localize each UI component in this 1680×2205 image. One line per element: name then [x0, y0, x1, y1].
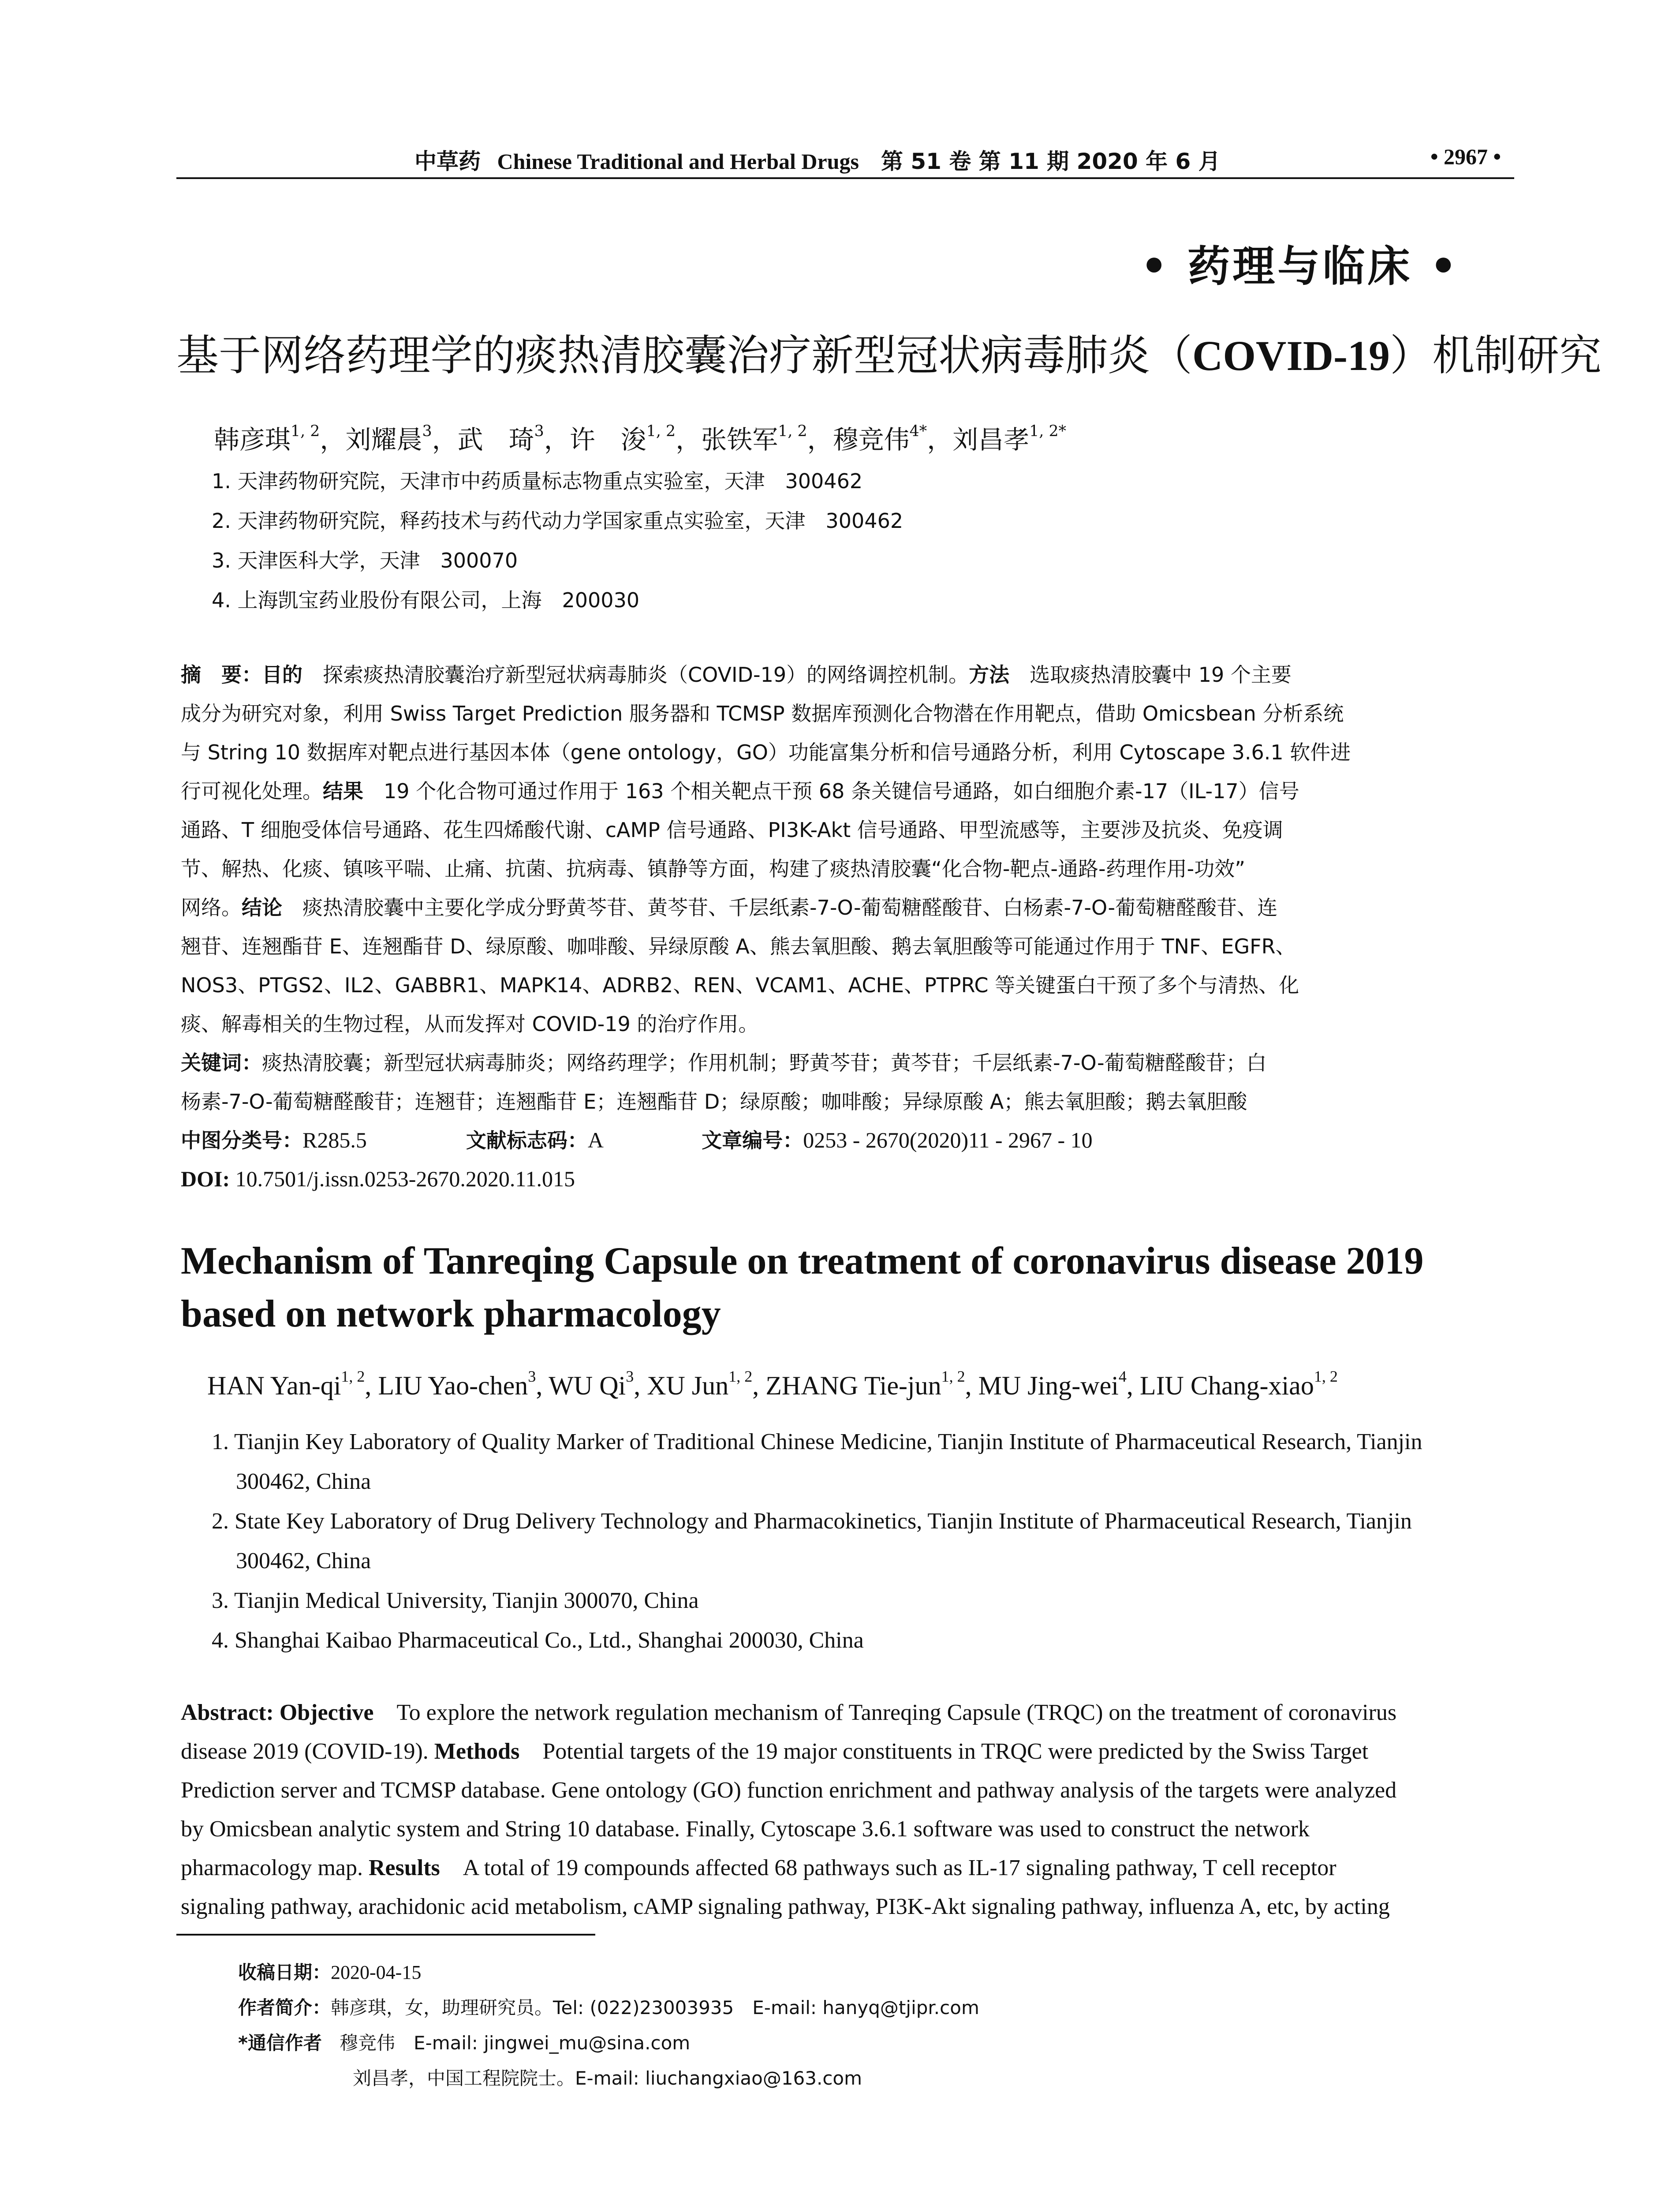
affiliation-en-1 [212, 1422, 1517, 1502]
abstract-en-line-5 [181, 1849, 1512, 1887]
abstract-zh-run: 节、解热、化痰、镇咳平喘、止痛、抗菌、抗病毒、镇静等方面，构建了痰热清胶囊“化合物-靶点-通路-药理作用-功效” [181, 857, 1246, 881]
affiliation-en-1-line-2: 300462, China [236, 1469, 371, 1494]
author-name: XU Jun [647, 1371, 729, 1400]
author-affiliation-marker: 1, 2 [1314, 1368, 1338, 1386]
abstract-zh-line-1 [181, 655, 1512, 694]
abstract-zh-line-10 [181, 1004, 1512, 1043]
affiliation-en-3 [212, 1581, 1517, 1621]
affiliation-en-2 [212, 1502, 1517, 1581]
author-name: 韩彦琪 [214, 425, 291, 455]
doi-value[interactable]: 10.7501/j.issn.0253-2670.2020.11.015 [235, 1166, 575, 1191]
keywords-zh-text-1: 痰热清胶囊；新型冠状病毒肺炎；网络药理学；作用机制；野黄芩苷；黄芩苷；千层纸素-7-O-葡萄糖醛酸苷；白 [262, 1051, 1267, 1075]
keywords-zh-line-2 [181, 1082, 1512, 1121]
abstract-zh-run: 行可视化处理。 [181, 779, 323, 803]
abstract-en-run: signaling pathway, arachidonic acid metabolism, cAMP signaling pathway, PI3K-Akt signaling pathway, influenza A, etc, by acting [181, 1894, 1390, 1919]
bio-label: 作者简介： [238, 1997, 331, 2018]
doi-label: DOI: [181, 1166, 230, 1191]
title-zh-part-c: ）机制研究 [1389, 331, 1602, 380]
abstract-en-run: by Omicsbean analytic system and String 10 database. Finally, Cytoscape 3.6.1 software was used to construct the network [181, 1816, 1310, 1842]
keywords-zh-label: 关键词： [181, 1051, 262, 1075]
affiliation-zh-1 [212, 465, 862, 494]
section-label: • 药理与临床 • [1140, 242, 1460, 291]
author-affiliation-marker: 4* [909, 422, 927, 441]
corr-label: *通信作者 [238, 2032, 322, 2054]
journal-name-zh: 中草药 [414, 149, 481, 174]
affiliation-en-4 [212, 1621, 1517, 1660]
title-zh-part-a: 基于网络药理学的痰热清胶囊治疗新型冠状病毒肺炎（ [176, 331, 1192, 380]
author-affiliation-marker: 1, 2 [646, 422, 676, 441]
abstract-en [181, 1693, 1512, 1926]
issue-info: 第 51 卷 第 11 期 2020 年 6 月 [881, 149, 1221, 174]
abstract-zh-run: 结果 [323, 779, 363, 803]
abstract-en-run: Methods [434, 1739, 520, 1764]
abstract-zh-run: 选取痰热清胶囊中 19 个主要 [1009, 663, 1292, 687]
footnote-corresponding [238, 2029, 690, 2055]
abstract-en-run: Abstract: Objective [181, 1700, 374, 1725]
author-affiliation-marker: 3 [534, 422, 544, 441]
author-affiliation-marker: 3 [528, 1368, 536, 1386]
abstract-zh-run: 结论 [242, 896, 282, 919]
abstract-en-run: pharmacology map. [181, 1855, 369, 1880]
journal-name [414, 144, 1221, 176]
author-name: 武 琦 [457, 425, 534, 455]
abstract-zh [181, 655, 1512, 1198]
author-affiliation-marker: 3 [626, 1368, 634, 1386]
corr-author-1: 穆竞伟 E-mail: jingwei_mu@sina.com [340, 2032, 691, 2054]
abstract-en-run: To explore the network regulation mechanism of Tanreqing Capsule (TRQC) on the treatment of coronavirus [373, 1700, 1397, 1725]
abstract-en-run: Results [368, 1855, 440, 1880]
footnote-corresponding-2 [353, 2064, 862, 2090]
author-affiliation-marker: 1, 2 [341, 1368, 365, 1386]
footnote-author-bio [238, 1993, 979, 2020]
abstract-zh-line-2 [181, 694, 1512, 733]
affiliation-zh-2 [212, 505, 903, 534]
abstract-zh-line-8 [181, 927, 1512, 965]
author-name: MU Jing-wei [978, 1371, 1119, 1400]
affiliation-en-4-line-1: 4. Shanghai Kaibao Pharmaceutical Co., Ltd., Shanghai 200030, China [212, 1628, 864, 1653]
doc-value: A [587, 1128, 603, 1152]
author-affiliation-marker: 1, 2 [728, 1368, 753, 1386]
abstract-zh-run: NOS3、PTGS2、IL2、GABBR1、MAPK14、ADRB2、REN、VCAM1、ACHE、PTPRC 等关键蛋白干预了多个与清热、化 [181, 973, 1299, 997]
author-name: HAN Yan-qi [207, 1371, 341, 1400]
affiliation-zh-4 [212, 584, 639, 613]
title-en [181, 1235, 1424, 1341]
abstract-zh-line-7 [181, 888, 1512, 927]
abstract-zh-line-6 [181, 849, 1512, 888]
abstract-zh-run: 翘苷、连翘酯苷 E、连翘酯苷 D、绿原酸、咖啡酸、异绿原酸 A、熊去氧胆酸、鹅去氧胆酸等可能通过作用于 TNF、EGFR、 [181, 934, 1296, 958]
abstract-en-run: A total of 19 compounds affected 68 pathways such as IL-17 signaling pathway, T cell receptor [440, 1855, 1337, 1880]
abstract-zh-run: 19 个化合物可通过作用于 163 个相关靶点干预 68 条关键信号通路，如白细胞介素-17（IL-17）信号 [363, 779, 1299, 803]
affiliation-en-3-line-1: 3. Tianjin Medical University, Tianjin 300070, China [212, 1588, 699, 1613]
abstract-zh-run: 探索痰热清胶囊治疗新型冠状病毒肺炎（COVID-19）的网络调控机制。 [302, 663, 969, 687]
abstract-en-line-2 [181, 1732, 1512, 1771]
authors-zh: 韩彦琪$^{1, 2}$，刘耀晨$^3$，武 琦$^3$，许 浚$^{1, 2}$，张铁军$^{1, 2}$，穆竞伟$^{4*}$，刘昌孝$^{1, 2*}$ [214, 422, 1067, 455]
abstract-zh-run: 痰热清胶囊中主要化学成分野黄芩苷、黄芩苷、千层纸素-7-O-葡萄糖醛酸苷、白杨素-7-O-葡萄糖醛酸苷、连 [282, 896, 1278, 919]
title-en-line-2: based on network pharmacology [181, 1293, 721, 1335]
author-name: LIU Yao-chen [378, 1371, 528, 1400]
footnote-rule [176, 1934, 595, 1936]
abstract-zh-body [181, 655, 1512, 1043]
author-name: 刘昌孝 [952, 425, 1030, 455]
received-label: 收稿日期： [238, 1962, 331, 1983]
author-name: ZHANG Tie-jun [765, 1371, 941, 1400]
abstract-zh-run: 方法 [969, 663, 1010, 687]
abstract-zh-line-5 [181, 810, 1512, 849]
article-value: 0253 - 2670(2020)11 - 2967 - 10 [803, 1128, 1093, 1152]
running-header [176, 140, 1514, 179]
abstract-zh-run: 成分为研究对象，利用 Swiss Target Prediction 服务器和 TCMSP 数据库预测化合物潜在作用靶点，借助 Omicsbean 分析系统 [181, 702, 1344, 725]
title-zh [176, 322, 1602, 382]
affiliation-zh-3 [212, 545, 518, 574]
author-name: 刘耀晨 [345, 425, 422, 455]
title-zh-part-b: COVID-19 [1192, 332, 1390, 379]
abstract-zh-run: 目的 [262, 663, 302, 687]
author-name: 张铁军 [701, 425, 778, 455]
abstract-en-line-4 [181, 1810, 1512, 1849]
affiliation-en-2-line-1: 2. State Key Laboratory of Drug Delivery Technology and Pharmacokinetics, Tianjin Institute of Pharmaceutical Research, Tianjin [212, 1509, 1412, 1534]
classification-line [181, 1121, 1512, 1159]
clc-label: 中图分类号： [181, 1129, 302, 1152]
author-name: 许 浚 [569, 425, 646, 455]
affiliation-zh-1-text: 1. 天津药物研究院，天津市中药质量标志物重点实验室，天津 300462 [212, 469, 863, 493]
article-label: 文章编号： [702, 1129, 803, 1152]
bio-text: 韩彦琪，女，助理研究员。Tel: (022)23003935 E-mail: hanyq@tjipr.com [331, 1997, 979, 2018]
keywords-zh-text-2: 杨素-7-O-葡萄糖醛酸苷；连翘苷；连翘酯苷 E；连翘酯苷 D；绿原酸；咖啡酸；异绿原酸 A；熊去氧胆酸；鹅去氧胆酸 [181, 1090, 1247, 1114]
abstract-en-line-3 [181, 1771, 1512, 1810]
author-affiliation-marker: 4 [1118, 1368, 1127, 1386]
author-affiliation-marker: 1, 2 [941, 1368, 965, 1386]
abstract-zh-line-4 [181, 771, 1512, 810]
page-number: • 2967 • [1430, 144, 1501, 169]
author-name: WU Qi [549, 1371, 626, 1400]
title-en-line-1: Mechanism of Tanreqing Capsule on treatment of coronavirus disease 2019 [181, 1240, 1424, 1282]
affiliation-zh-4-text: 4. 上海凯宝药业股份有限公司，上海 200030 [212, 588, 640, 612]
authors-en: HAN Yan-qi$^{1, 2}$, LIU Yao-chen$^3$, WU Qi$^3$, XU Jun$^{1, 2}$, ZHANG Tie-jun$^{1, 2}$, MU Jing-wei$^4$, LIU Chang-xiao$^{1, 2}$ [207, 1368, 1338, 1400]
author-name: LIU Chang-xiao [1139, 1371, 1314, 1400]
author-name: 穆竞伟 [833, 425, 910, 455]
corr-author-2: 刘昌孝，中国工程院院士。E-mail: liuchangxiao@163.com [353, 2067, 862, 2089]
abstract-zh-line-3 [181, 733, 1512, 771]
abstract-en-line-6 [181, 1887, 1512, 1926]
journal-name-en: Chinese Traditional and Herbal Drugs [497, 149, 859, 174]
footnote-received [238, 1958, 421, 1984]
abstract-zh-run: 与 String 10 数据库对靶点进行基因本体（gene ontology，GO）功能富集分析和信号通路分析，利用 Cytoscape 3.6.1 软件进 [181, 740, 1351, 764]
affiliation-zh-3-text: 3. 天津医科大学，天津 300070 [212, 549, 518, 572]
abstract-zh-run: 通路、T 细胞受体信号通路、花生四烯酸代谢、cAMP 信号通路、PI3K-Akt 信号通路、甲型流感等，主要涉及抗炎、免疫调 [181, 818, 1283, 842]
abstract-en-line-1 [181, 1693, 1512, 1732]
author-affiliation-marker: 1, 2* [1029, 422, 1067, 441]
abstract-en-run: Potential targets of the 19 major constituents in TRQC were predicted by the Swiss Target [519, 1739, 1369, 1764]
abstract-zh-run: 网络。 [181, 896, 242, 919]
affiliation-en-1-line-1: 1. Tianjin Key Laboratory of Quality Marker of Traditional Chinese Medicine, Tianjin Institute of Pharmaceutical Research, Tianjin [212, 1429, 1422, 1454]
doi-line [181, 1159, 1512, 1198]
abstract-en-run: disease 2019 (COVID-19). [181, 1739, 434, 1764]
keywords-zh-line-1 [181, 1043, 1512, 1082]
abstract-zh-line-9 [181, 965, 1512, 1004]
received-date: 2020-04-15 [331, 1962, 422, 1983]
author-affiliation-marker: 1, 2 [778, 422, 807, 441]
author-affiliation-marker: 1, 2 [291, 422, 320, 441]
author-affiliation-marker: 3 [422, 422, 432, 441]
affiliation-zh-2-text: 2. 天津药物研究院，释药技术与药代动力学国家重点实验室，天津 300462 [212, 509, 903, 533]
doc-label: 文献标志码： [466, 1129, 588, 1152]
affiliation-en-2-line-2: 300462, China [236, 1548, 371, 1573]
clc-value: R285.5 [302, 1128, 367, 1152]
abstract-zh-label: 摘 要： [181, 663, 262, 687]
abstract-en-run: Prediction server and TCMSP database. Gene ontology (GO) function enrichment and pathway analysis of the targets were analyzed [181, 1778, 1397, 1803]
abstract-zh-run: 痰、解毒相关的生物过程，从而发挥对 COVID-19 的治疗作用。 [181, 1012, 759, 1036]
